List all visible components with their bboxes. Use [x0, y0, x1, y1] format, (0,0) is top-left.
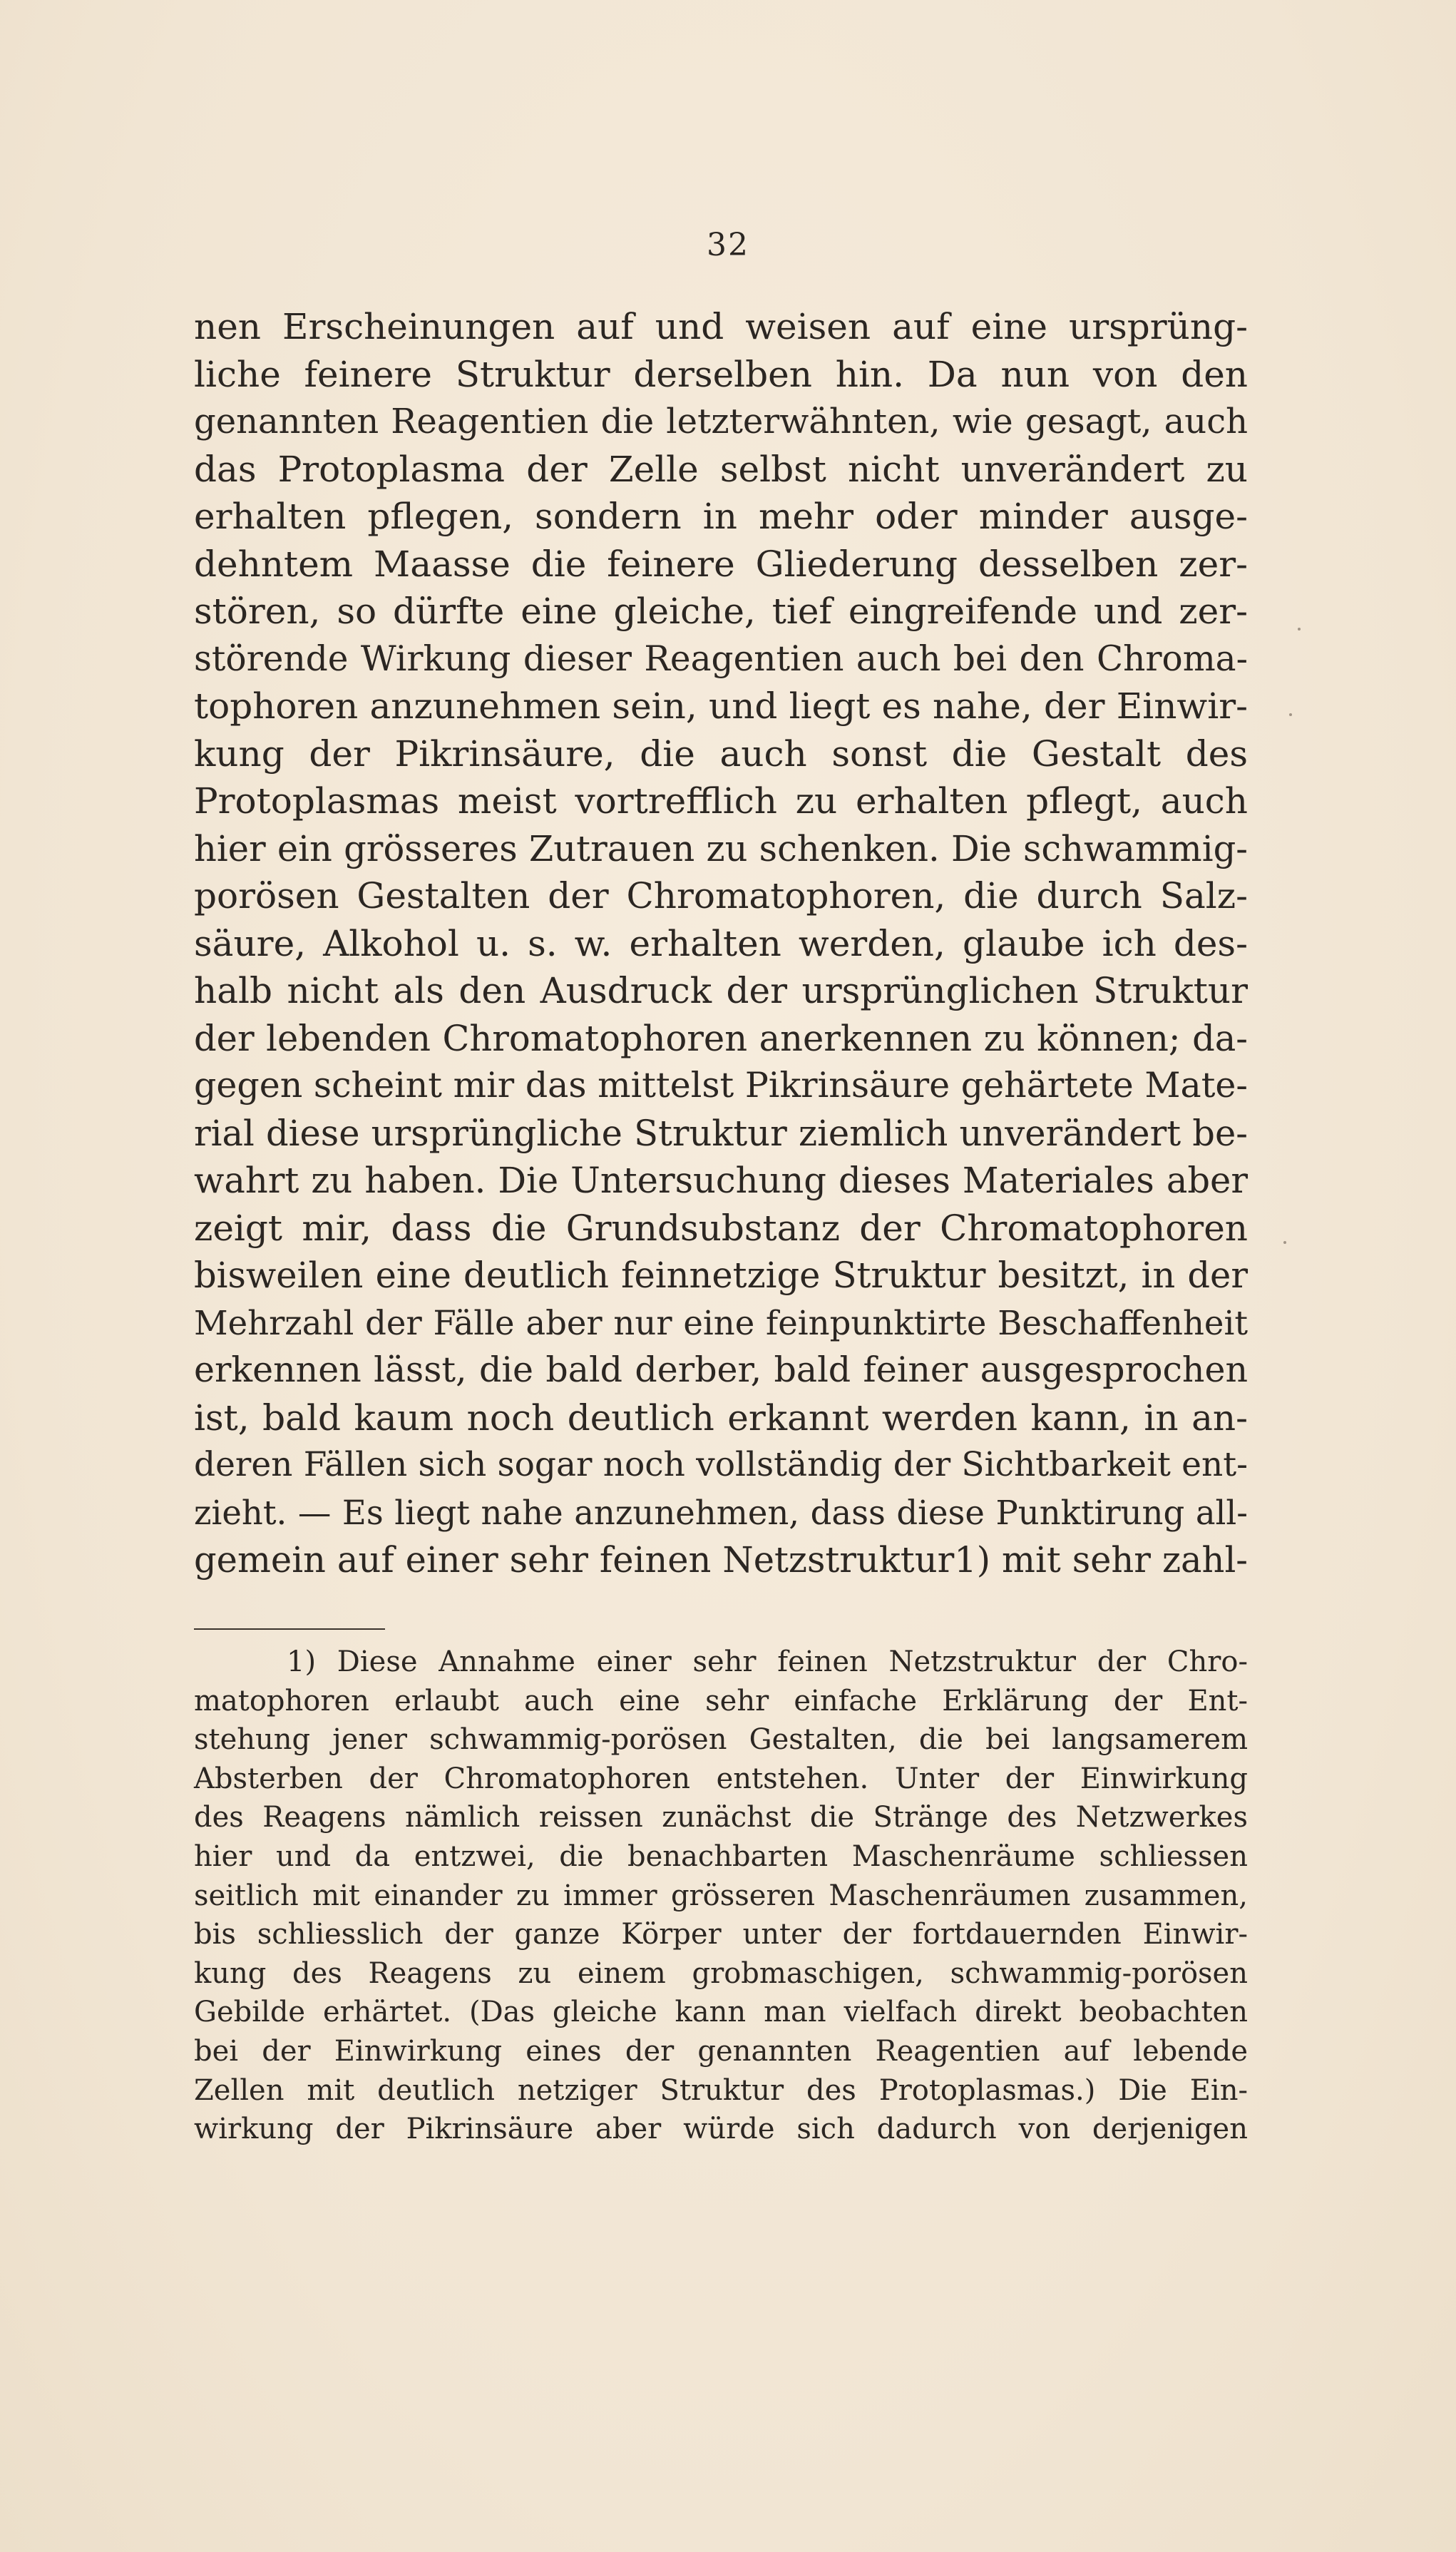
body-line: stören, so dürfte eine gleiche, tief eingreifende und zer- [194, 591, 1248, 632]
body-line: wahrt zu haben. Die Untersuchung dieses Materiales aber [194, 1160, 1248, 1201]
body-line: zeigt mir, dass die Grundsubstanz der Chromatophoren [194, 1207, 1248, 1249]
body-line: porösen Gestalten der Chromatophoren, die durch Salz- [194, 875, 1248, 917]
body-line: der lebenden Chromatophoren anerkennen zu können; da- [194, 1017, 1248, 1059]
body-line: liche feinere Struktur derselben hin. Da nun von den [194, 353, 1248, 395]
body-line: kung der Pikrinsäure, die auch sonst die Gestalt des [194, 733, 1248, 775]
paper-speck [1298, 628, 1301, 631]
body-line: gemein auf einer sehr feinen Netzstruktur1) mit sehr zahl- [194, 1539, 1248, 1581]
footnote-line: 1) Diese Annahme einer sehr feinen Netzstruktur der Chro- [287, 1645, 1248, 1678]
paper-speck [1289, 713, 1292, 716]
footnote-line: Absterben der Chromatophoren entstehen. Unter der Einwirkung [194, 1762, 1248, 1795]
body-line: deren Fällen sich sogar noch vollständig der Sichtbarkeit ent- [194, 1445, 1248, 1484]
body-line: Mehrzahl der Fälle aber nur eine feinpunktirte Beschaffenheit [194, 1303, 1248, 1342]
paper-speck [1283, 1241, 1286, 1244]
footnote-line: des Reagens nämlich reissen zunächst die Stränge des Netzwerkes [194, 1801, 1248, 1834]
body-text [194, 303, 1248, 1584]
page-number: 32 [707, 227, 749, 263]
body-line: das Protoplasma der Zelle selbst nicht unverändert zu [194, 448, 1248, 490]
body-line: dehntem Maasse die feinere Gliederung desselben zer- [194, 543, 1248, 585]
body-line: gegen scheint mir das mittelst Pikrinsäure gehärtete Mate- [194, 1065, 1248, 1106]
body-line: ist, bald kaum noch deutlich erkannt werden kann, in an- [194, 1397, 1248, 1439]
footnote-line: wirkung der Pikrinsäure aber würde sich dadurch von derjenigen [194, 2113, 1248, 2146]
footnote-line: seitlich mit einander zu immer grösseren Maschenräumen zusammen, [194, 1879, 1248, 1912]
footnote-line: bei der Einwirkung eines der genannten Reagentien auf lebende [194, 2034, 1248, 2068]
body-line: störende Wirkung dieser Reagentien auch bei den Chroma- [194, 638, 1248, 679]
body-line: Protoplasmas meist vortrefflich zu erhalten pflegt, auch [194, 780, 1248, 822]
footnote-line: kung des Reagens zu einem grobmaschigen, schwammig-porösen [194, 1956, 1248, 1990]
footnote-divider [194, 1628, 385, 1630]
body-line: nen Erscheinungen auf und weisen auf eine ursprüng- [194, 306, 1248, 347]
footnote-line: bis schliesslich der ganze Körper unter der fortdauernden Einwir- [194, 1918, 1248, 1951]
body-line: erkennen lässt, die bald derber, bald feiner ausgesprochen [194, 1349, 1248, 1390]
footnote [194, 1643, 1248, 2149]
footnote-line: Zellen mit deutlich netziger Struktur des Protoplasmas.) Die Ein- [194, 2073, 1248, 2107]
footnote-line: matophoren erlaubt auch eine sehr einfache Erklärung der Ent- [194, 1684, 1248, 1718]
body-line: tophoren anzunehmen sein, und liegt es nahe, der Einwir- [194, 685, 1248, 727]
body-line: rial diese ursprüngliche Struktur ziemlich unverändert be- [194, 1112, 1248, 1154]
body-line: zieht. — Es liegt nahe anzunehmen, dass diese Punktirung all- [194, 1493, 1248, 1532]
body-line: bisweilen eine deutlich feinnetzige Struktur besitzt, in der [194, 1255, 1248, 1296]
footnote-line: Gebilde erhärtet. (Das gleiche kann man vielfach direkt beobachten [194, 1996, 1248, 2029]
body-line: erhalten pflegen, sondern in mehr oder minder ausge- [194, 496, 1248, 537]
body-line: hier ein grösseres Zutrauen zu schenken. Die schwammig- [194, 827, 1248, 869]
footnote-line: hier und da entzwei, die benachbarten Maschenräume schliessen [194, 1839, 1248, 1873]
body-line: säure, Alkohol u. s. w. erhalten werden, glaube ich des- [194, 922, 1248, 964]
body-line: halb nicht als den Ausdruck der ursprünglichen Struktur [194, 970, 1248, 1011]
body-line: genannten Reagentien die letzterwähnten, wie gesagt, auch [194, 402, 1248, 442]
footnote-line: stehung jener schwammig-porösen Gestalten, die bei langsamerem [194, 1723, 1248, 1757]
